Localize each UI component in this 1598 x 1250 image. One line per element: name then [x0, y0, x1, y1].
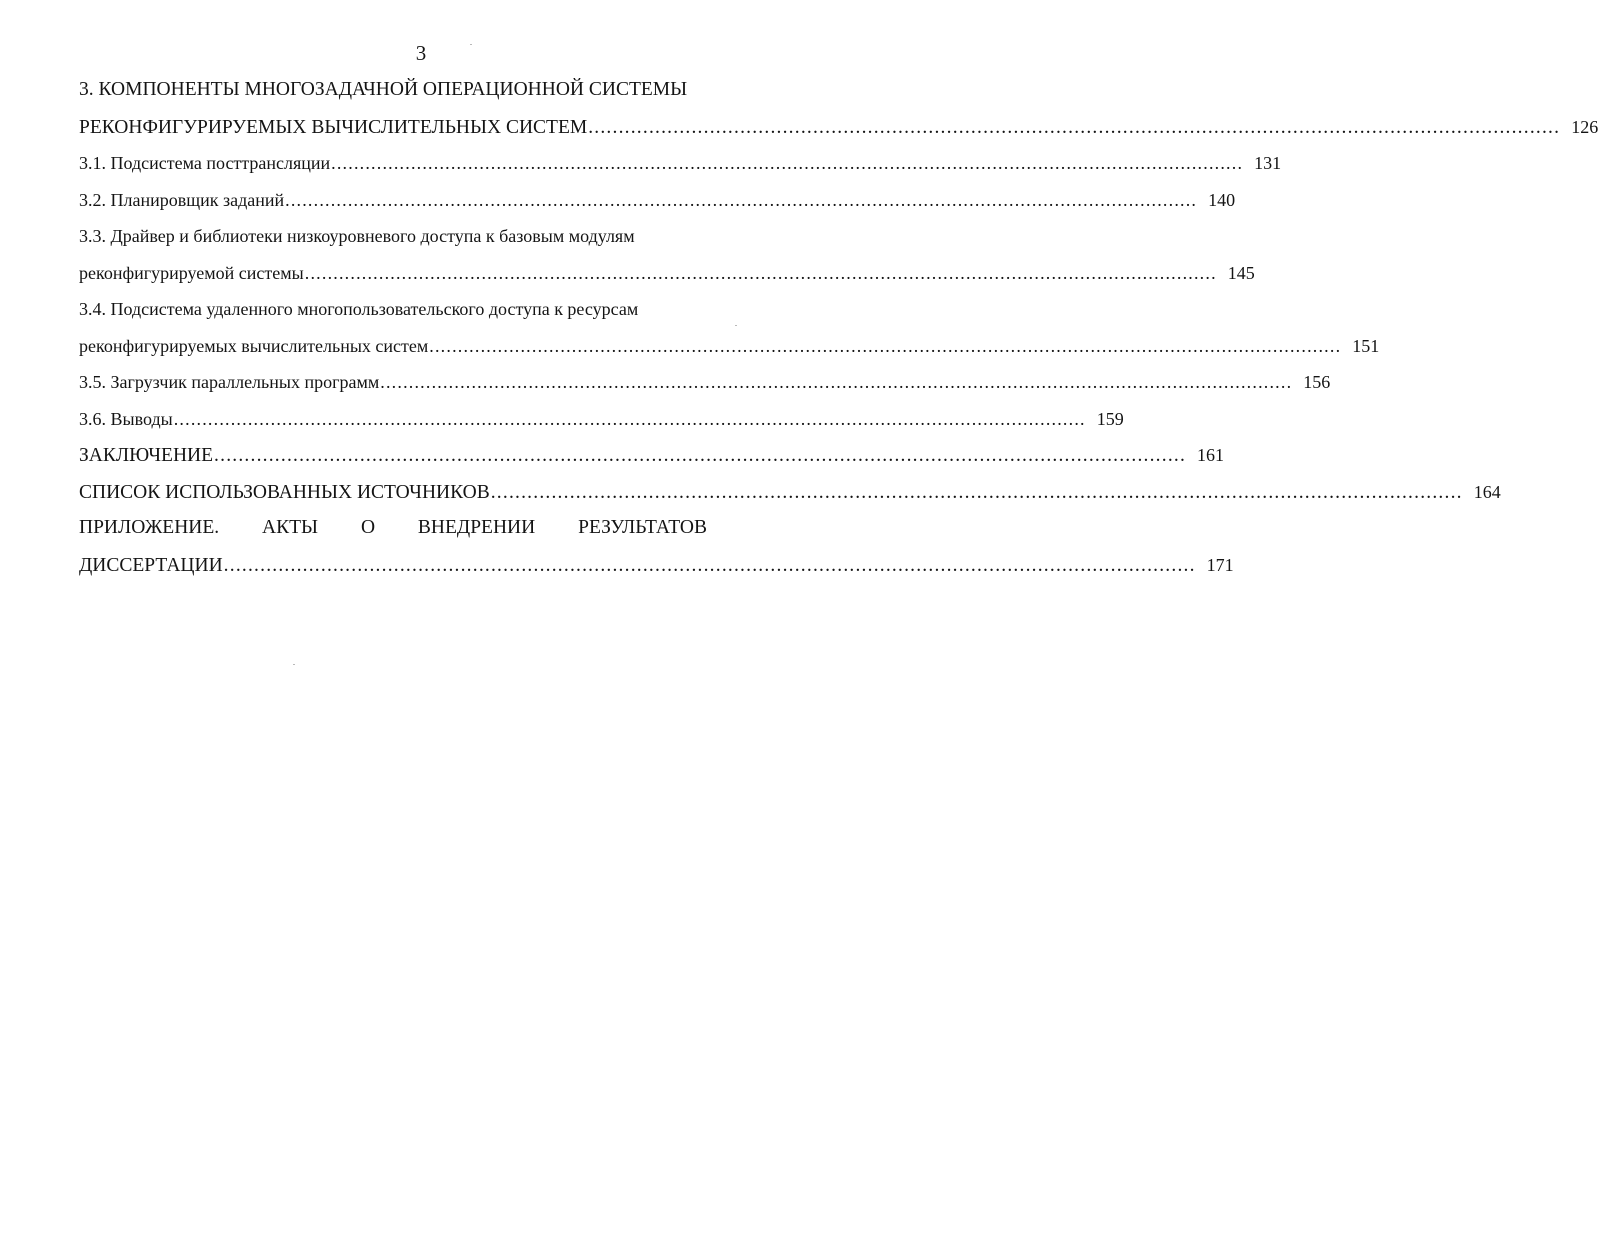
- toc-entry-last-line: [79, 255, 1255, 292]
- toc-entry-last-line: [79, 109, 1598, 146]
- toc-entry-title: реконфигурируемой системы: [79, 262, 304, 283]
- toc-page-number: 145: [1227, 262, 1255, 283]
- dot-leader: ................................................................................................................................................................: [214, 445, 1187, 466]
- toc-entry-title: СПИСОК ИСПОЛЬЗОВАННЫХ ИСТОЧНИКОВ: [79, 481, 490, 503]
- toc-entry-last-line: [79, 182, 1236, 219]
- toc-entry-appendix: [79, 510, 1234, 583]
- toc-page-number: 151: [1352, 335, 1380, 356]
- dot-leader: ................................................................................................................................................................: [380, 372, 1293, 392]
- toc-entry-title: 3.6. Выводы: [79, 408, 173, 429]
- toc-entry-chapter-3: [79, 72, 1598, 145]
- toc-page-number: 171: [1206, 554, 1234, 575]
- scan-speck: [735, 325, 737, 326]
- toc-entry-title: ЗАКЛЮЧЕНИЕ: [79, 445, 214, 466]
- dot-leader: ................................................................................................................................................................: [429, 335, 1342, 356]
- dot-leader: ................................................................................................................................................................: [223, 554, 1196, 576]
- toc-entry-last-line: [79, 328, 1380, 365]
- toc-entry-3-2: [79, 182, 1236, 219]
- dot-leader: ................................................................................................................................................................: [490, 481, 1463, 503]
- dot-leader: ................................................................................................................................................................: [285, 189, 1198, 210]
- toc-page-number: 156: [1303, 372, 1331, 392]
- toc-entry-last-line: [79, 145, 1282, 182]
- toc-entry-3-1: [79, 145, 1282, 182]
- dot-leader: ................................................................................................................................................................: [173, 408, 1086, 429]
- toc-entry-conclusion: [79, 437, 1225, 474]
- toc-entry-last-line: [79, 401, 1124, 438]
- toc-entry-title: 3.5. Загрузчик параллельных программ: [79, 372, 380, 392]
- toc-entry-title: ДИССЕРТАЦИИ: [79, 554, 223, 576]
- page-number: 3: [415, 41, 427, 65]
- toc-entry-last-line: [79, 364, 1331, 401]
- toc-entry-3-5: [79, 364, 1331, 401]
- toc-entry-line: 3. КОМПОНЕНТЫ МНОГОЗАДАЧНОЙ ОПЕРАЦИОННОЙ СИСТЕМЫ: [79, 79, 688, 100]
- toc-entry-references: [79, 474, 1501, 511]
- toc-entry-3-6: [79, 401, 1124, 438]
- toc-page-number: 131: [1254, 153, 1282, 173]
- toc-entry-title: реконфигурируемых вычислительных систем: [79, 335, 429, 356]
- toc-entry-3-3: [79, 218, 1255, 291]
- toc-entry-line: 3.4. Подсистема удаленного многопользовательского доступа к ресурсам: [79, 299, 639, 319]
- scan-speck: [470, 44, 472, 45]
- scan-speck: [293, 664, 295, 665]
- toc-page-number: 159: [1096, 408, 1124, 429]
- toc-entry-last-line: [79, 474, 1501, 511]
- toc-entry-last-line: [79, 437, 1225, 474]
- toc-entry-title: РЕКОНФИГУРИРУЕМЫХ ВЫЧИСЛИТЕЛЬНЫХ СИСТЕМ: [79, 116, 588, 138]
- toc-page-number: 126: [1571, 116, 1598, 137]
- toc-entry-title: 3.1. Подсистема посттрансляции: [79, 153, 331, 173]
- toc-entry-title: 3.2. Планировщик заданий: [79, 189, 285, 210]
- toc-entry-last-line: [79, 547, 1234, 584]
- toc-page-number: 164: [1473, 481, 1501, 502]
- toc-page-number: 140: [1208, 189, 1236, 210]
- table-of-contents: [79, 72, 1598, 583]
- toc-entry-line: 3.3. Драйвер и библиотеки низкоуровневого доступа к базовым модулям: [79, 226, 635, 246]
- dot-leader: ................................................................................................................................................................: [331, 153, 1244, 173]
- dot-leader: ................................................................................................................................................................: [304, 262, 1217, 283]
- toc-entry-line: ПРИЛОЖЕНИЕ. АКТЫ О ВНЕДРЕНИИ РЕЗУЛЬТАТОВ: [79, 517, 707, 538]
- dot-leader: ................................................................................................................................................................: [588, 116, 1561, 138]
- toc-entry-3-4: [79, 291, 1380, 364]
- toc-page-number: 161: [1197, 445, 1225, 465]
